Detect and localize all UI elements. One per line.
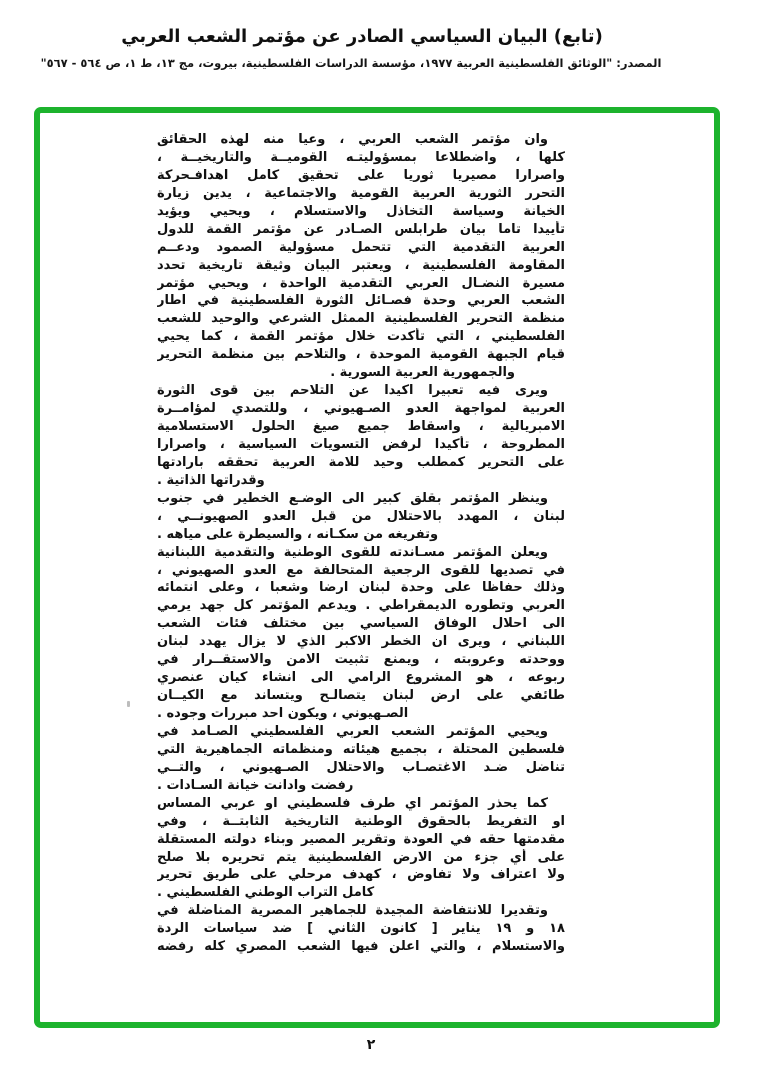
text-line: المطروحة ، تأكيدا لرفض التسويات السياسية ، واصرارا [157, 436, 565, 452]
text-line: والاستسلام ، والتي اعلن فيها الشعب المصري كله رفضه [157, 939, 565, 955]
text-line: كامل التراب الوطني الفلسطيني . [157, 885, 375, 901]
text-line: ويعلن المؤتمر مسـاندته للقوى الوطنية والتقدمية اللبنانية [157, 544, 548, 560]
paragraph [157, 723, 565, 795]
scan-speck-artifact [127, 701, 130, 707]
text-line: منظمة التحرير الفلسطينية الممثل الشرعي والوحيد للشعب [157, 311, 565, 327]
paragraph [157, 131, 565, 382]
text-line: ١٨ و ١٩ يناير [ كانون الثاني ] ضد سياسات الردة [157, 921, 565, 937]
text-line: مسيرة النضـال العربي التقدمية الواحدة ، ويحيي مؤتمر [157, 275, 565, 291]
document-title: (تابع) البيان السياسي الصادر عن مؤتمر الشعب العربي [121, 26, 603, 47]
text-line: كلها ، واضطلاعا بمسؤوليتـه القوميــة والتاريخيــة ، [157, 149, 565, 165]
paragraph [157, 795, 565, 903]
text-line: واصرارا مصيريا ثوريا على تحقيق كامل اهدافـحركة [157, 167, 565, 183]
text-line: وقدراتها الذاتية . [157, 472, 265, 488]
paragraph [157, 382, 565, 490]
text-line: الصـهيوني ، ويكون احد مبررات وجوده . [157, 706, 409, 721]
text-line: مقدمتها حقه في العودة وتقرير المصير وبناء دولته المستقلة [157, 831, 565, 847]
text-line: العربي وتطوره الديمقراطي . ويدعم المؤتمر كل جهد يرمي [157, 598, 565, 614]
text-line: العربية لمواجهة العدو الصـهيوني ، وللتصدي لمؤامــرة [157, 401, 565, 417]
text-line: طائفي على ارض لبنان يتصالـح ويتساند مع الكيــان [157, 688, 565, 704]
paragraph [157, 902, 565, 956]
text-line: وينظر المؤتمر بقلق كبير الى الوضـع الخطير في جنوب [157, 490, 548, 506]
text-line: الفلسطيني ، التي تأكدت خلال مؤتمر القمة ، كما يحيي [157, 329, 565, 345]
document-text [157, 131, 565, 956]
text-line: في تصديها للقوى الرجعية المتحالفة مع العدو الصهيوني ، [157, 562, 565, 578]
page-number: ٢ [366, 1037, 376, 1053]
text-line: على أي جزء من الارض الفلسطينية يتم تحريره بلا صلح [157, 849, 565, 865]
page-header [0, 0, 758, 70]
text-line: لبنان ، المهدد بالاحتلال من قبل العدو الصهيونــي ، [157, 508, 565, 524]
text-line: الشعب العربي وحدة فصـائل الثورة الفلسطينية في اطار [157, 293, 565, 309]
text-line: تناضل ضـد الاغتصـاب والاحتلال الصـهيوني ، والتــي [157, 759, 565, 775]
text-line: تأييدا تاما بيان طرابلس الصـادر عن مؤتمر القمة للدول [157, 221, 565, 237]
text-line: ويرى فيه تعبيرا اكيدا عن التلاحم بين قوى الثورة [157, 383, 548, 399]
text-line: او التفريط بالحقوق الوطنية التاريخية الثابتــة ، وفي [157, 813, 565, 829]
text-line: فلسطين المحتلة ، بجميع هيئاته ومنظماته الجماهيرية التي [157, 741, 565, 757]
text-line: ولا اعتراف ولا تفاوض ، كهدف مرحلي على طريق تحرير [157, 867, 565, 883]
paragraph [157, 490, 565, 544]
text-line: الخيانة وسياسة التخاذل والاستسلام ، ويحيي ويؤيد [157, 203, 565, 219]
text-line: ويحيي المؤتمر الشعب العربي الفلسطيني الصـامد في [157, 723, 548, 739]
text-line: ربوعه ، هو المشروع الرامي الى انشاء كيان عنصري [157, 670, 565, 686]
text-line: المقاومة الفلسطينية ، ويعتبر البيان وثيقة تاريخية تحدد [157, 257, 565, 273]
text-line: الى احلال الوفاق السياسي بين مختلف فئات الشعب [157, 616, 565, 632]
text-line: وان مؤتمر الشعب العربي ، وعيا منه لهذه الحقائق [157, 132, 548, 147]
source-citation: المصدر: "الوثائق الفلسطينية العربية ١٩٧٧، مؤسسة الدراسات الفلسطينية، بيروت، مج ١٣، ط ١، ص ٥٦٤ - ٥٦٧" [40, 56, 662, 70]
text-line: رفضت وادانت خيانة السـادات . [157, 777, 354, 793]
text-line: كما يحذر المؤتمر اي طرف فلسطيني او عربي المساس [157, 795, 548, 811]
text-line: والجمهورية العربية السورية . [330, 365, 515, 381]
text-line: التحرر الثورية العربية القومية والاجتماعية ، يدين زيارة [157, 185, 565, 201]
paragraph [157, 544, 565, 723]
text-line: الامبريالية ، واسقاط جميع صيغ الحلول الاستسلامية [157, 419, 565, 434]
text-line: على التحرير كمطلب وحيد للامة العربية تحققه بارادتها [157, 454, 565, 470]
text-line: قيام الجبهة القومية الموحدة ، والتلاحم بين منظمة التحرير [157, 347, 565, 363]
text-line: العربية التقدمية التي تتحمل مسؤولية الصمود ودعــم [157, 239, 565, 255]
text-line: وتفريغه من سكـانه ، والسيطرة على مياهه . [157, 526, 439, 542]
text-line: اللبناني ، ويرى ان الخطر الاكبر الذي لا يزال يهدد لبنان [157, 634, 565, 650]
text-line: وذلك حفاظا على وحدة لبنان ارضا وشعبا ، وعلى انتمائه [157, 580, 565, 596]
text-line: وتقديرا للانتفاضة المجيدة للجماهير المصرية المناضلة في [157, 903, 548, 919]
text-line: ووحدته وعروبته ، ويمنع تثبيت الامن والاستقــرار في [157, 652, 565, 668]
